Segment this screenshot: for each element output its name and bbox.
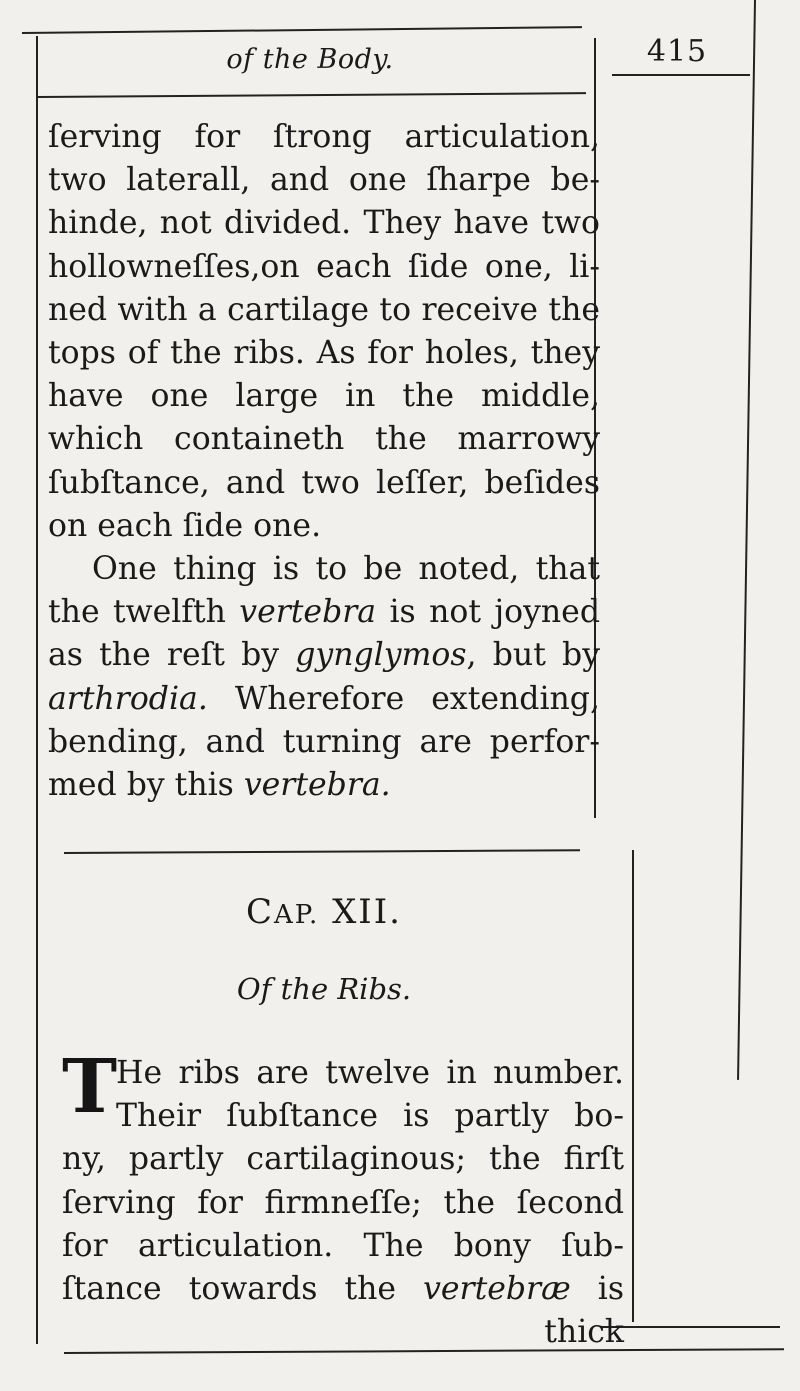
chapter-heading: CAP. XII. bbox=[246, 892, 402, 932]
text-line: the twelfth vertebra is not joyned bbox=[48, 594, 600, 631]
text-line: two laterall, and one ſharpe be- bbox=[48, 162, 600, 199]
text-line: tops of the ribs. As for holes, they bbox=[48, 334, 600, 371]
catchword: thick bbox=[544, 1314, 624, 1351]
text-line: have one large in the middle, bbox=[48, 378, 600, 415]
chapter-subtitle: Of the Ribs. bbox=[236, 972, 412, 1006]
section-divider-rule bbox=[64, 849, 580, 854]
text-line: ny, partly cartilaginous; the firſt bbox=[62, 1141, 624, 1178]
text-line: med by this vertebra. bbox=[48, 766, 391, 803]
text-line: ſerving for ſtrong articulation, bbox=[48, 119, 600, 155]
text-line: One thing is to be noted, that bbox=[92, 551, 600, 587]
drop-cap-letter: T bbox=[62, 1044, 118, 1130]
text-line: for articulation. The bony ſub- bbox=[62, 1227, 624, 1264]
text-line: hollowneſſes,on each ſide one, li- bbox=[48, 248, 600, 285]
inner-column-border-lower bbox=[632, 850, 634, 1322]
text-line: Their ſubſtance is partly bo- bbox=[116, 1098, 624, 1135]
text-line: ſtance towards the vertebræ is bbox=[62, 1270, 624, 1307]
italic-term: vertebræ bbox=[423, 1270, 571, 1307]
text-line: ned with a cartilage to receive the bbox=[48, 291, 600, 328]
top-rule bbox=[22, 26, 582, 34]
chapter-text bbox=[62, 1044, 624, 1354]
note-paragraph bbox=[48, 548, 600, 807]
left-border bbox=[36, 36, 38, 1344]
italic-term: gynglymos bbox=[295, 637, 467, 674]
text-line: hinde, not divided. They have two bbox=[48, 205, 600, 242]
text-line: ſubſtance, and two leſſer, beſides bbox=[48, 464, 600, 501]
text-line: as the reſt by gynglymos, but by bbox=[48, 637, 601, 674]
text-line: bending, and turning are perfor- bbox=[48, 723, 600, 760]
text-line: which containeth the marrowy bbox=[48, 421, 600, 458]
text-line: arthrodia. Wherefore extending, bbox=[48, 680, 600, 717]
text-line: He ribs are twelve in number. bbox=[116, 1055, 624, 1091]
running-title: of the Body. bbox=[226, 44, 394, 75]
bottom-rule-inner bbox=[600, 1326, 780, 1328]
italic-term: vertebra bbox=[239, 594, 377, 631]
outer-right-border bbox=[737, 0, 756, 1080]
page-number: 415 bbox=[646, 34, 708, 69]
folio-rule bbox=[612, 74, 750, 76]
header-rule bbox=[38, 92, 586, 98]
text-line: ſerving for firmneſſe; the ſecond bbox=[62, 1184, 624, 1221]
italic-term: arthrodia. bbox=[48, 680, 208, 717]
continued-text bbox=[48, 116, 600, 548]
text-line: on each ſide one. bbox=[48, 507, 322, 544]
italic-term: vertebra. bbox=[243, 766, 391, 803]
